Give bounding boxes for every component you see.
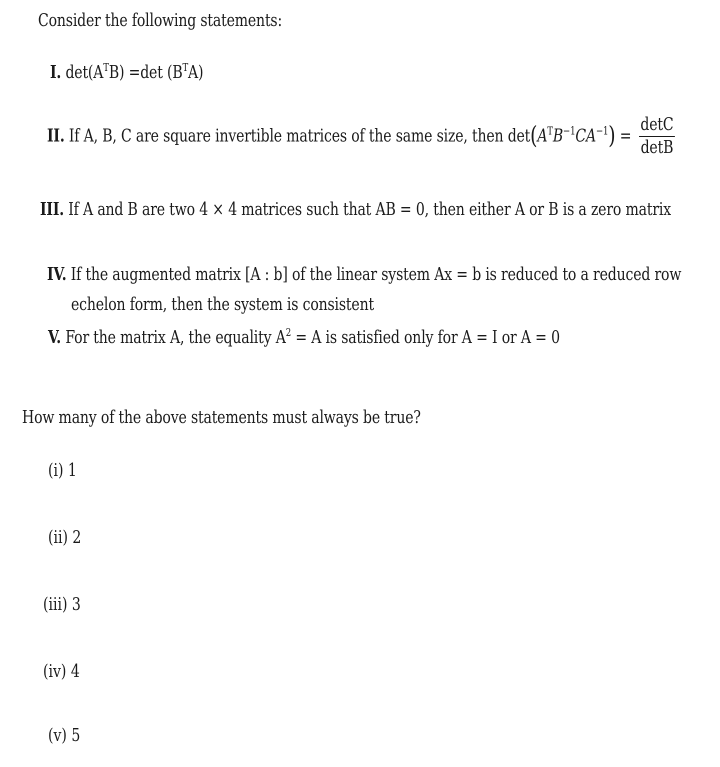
option-1[interactable]: (i) 1 xyxy=(48,460,77,481)
statement-1: I. $\det(A^TB) =\det$ $(B^TA)$ xyxy=(50,61,204,83)
fraction-numerator: detC xyxy=(640,114,674,135)
statement-5-text-post: = A is satisfied only for A = I or A = 0 xyxy=(291,327,560,348)
statement-3 xyxy=(40,199,720,220)
statement-4-label: IV. xyxy=(47,264,67,285)
statement-3-text: If A and B are two 4 × 4 matrices such that AB = 0, then either A or B is a zero matrix xyxy=(68,199,672,220)
statement-5-text-pre: For the matrix A, the equality A xyxy=(65,327,286,348)
statement-5: V. For the matrix A, the equality $A^2 = A$ is satisfied only for A = I or A = 0 xyxy=(48,326,560,348)
option-5[interactable]: (v) 5 xyxy=(48,725,81,746)
question-text: How many of the above statements must always be true? xyxy=(22,407,421,428)
fraction-denominator: detB xyxy=(640,137,674,158)
intro-text: Consider the following statements: xyxy=(38,10,283,31)
statement-2-text: If A, B, C are square invertible matrices of the same size, then det xyxy=(68,125,531,147)
statement-3-label: III. xyxy=(40,199,64,220)
statement-4-text-line2: echelon form, then the system is consistent xyxy=(71,294,374,315)
option-4[interactable]: (iv) 4 xyxy=(43,661,80,682)
statement-2: II. If A, B, C are square invertible matrices of the same size, then $\det(A^TB^{-1}CA^{-1})$ = $\frac{\det C}{\det B}$ xyxy=(47,114,674,158)
det-fraction xyxy=(639,114,675,159)
statement-2-label: II. xyxy=(47,125,65,147)
option-3[interactable]: (iii) 3 xyxy=(43,594,81,615)
option-2[interactable]: (ii) 2 xyxy=(48,527,82,548)
statement-4-continued xyxy=(71,294,459,315)
statement-1-text: det(A xyxy=(65,62,104,83)
statement-1-label: I. xyxy=(50,62,62,83)
statement-4-text-line1: If the augmented matrix [A : b] of the linear system Ax = b is reduced to a reduced row xyxy=(70,264,682,285)
statement-5-label: V. xyxy=(48,327,62,348)
statement-4 xyxy=(47,264,720,285)
